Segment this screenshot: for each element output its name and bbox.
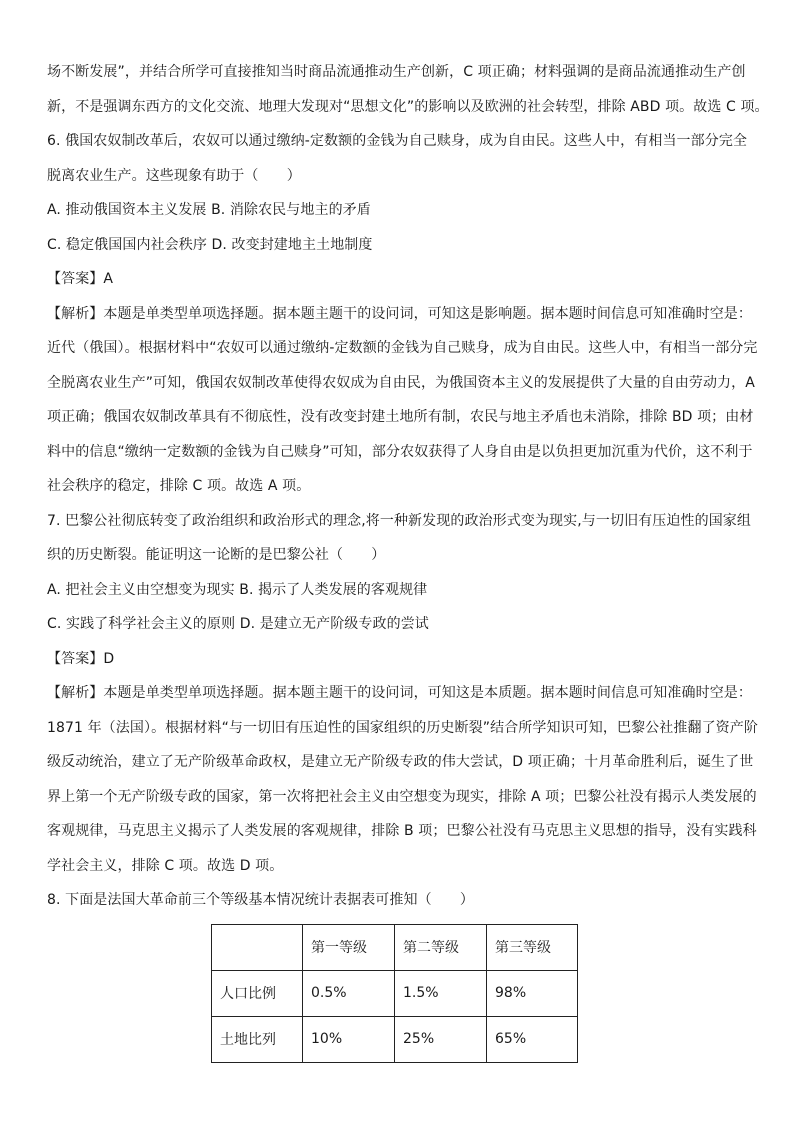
table-cell: 10%: [303, 1016, 395, 1062]
table-cell: 土地比列: [212, 1016, 303, 1062]
estates-statistics-table: [211, 924, 578, 1063]
table-header-cell: 第二等级: [395, 924, 487, 970]
table-cell: 1.5%: [395, 970, 487, 1016]
text-line: 1871 年（法国）。根据材料“与一切旧有压迫性的国家组织的历史断裂”结合所学知识可知，巴黎公社推翻了资产阶: [47, 719, 758, 736]
text-line: 社会秩序的稳定，排除 C 项。故选 A 项。: [47, 478, 311, 494]
text-line: 【解析】本题是单类型单项选择题。据本题主题干的设问词，可知这是本质题。据本题时间信息可知准确时空是：: [47, 685, 752, 701]
table-row: [212, 1016, 578, 1062]
text-line: 项正确；俄国农奴制改革具有不彻底性，没有改变封建土地所有制，农民与地主矛盾也未消除，排除 BD 项；由材: [47, 409, 754, 425]
table-cell: 人口比例: [212, 970, 303, 1016]
text-line: 学社会主义，排除 C 项。故选 D 项。: [47, 857, 284, 874]
text-line: 界上第一个无产阶级专政的国家，第一次将把社会主义由空想变为现实，排除 A 项；巴黎公社没有揭示人类发展的: [47, 788, 757, 805]
text-line: 7. 巴黎公社彻底转变了政治组织和政治形式的理念,将一种新发现的政治形式变为现实,与一切旧有压迫性的国家组: [47, 512, 752, 529]
text-line: 8. 下面是法国大革命前三个等级基本情况统计表据表可推知（ ）: [47, 892, 475, 908]
document-page: [47, 55, 769, 1063]
text-line: 【答案】D: [47, 650, 115, 667]
text-body: [47, 55, 769, 918]
text-line: A. 把社会主义由空想变为现实 B. 揭示了人类发展的客观规律: [47, 581, 428, 598]
table-cell: 0.5%: [303, 970, 395, 1016]
text-line: 场不断发展”，并结合所学可直接推知当时商品流通推动生产创新，C 项正确；材料强调的是商品流通推动生产创: [47, 64, 746, 80]
table-row: [212, 970, 578, 1016]
table-header-cell: 第一等级: [303, 924, 395, 970]
text-line: C. 实践了科学社会主义的原则 D. 是建立无产阶级专政的尝试: [47, 616, 429, 632]
table-cell: 25%: [395, 1016, 487, 1062]
table-cell: 65%: [487, 1016, 578, 1062]
table-header-row: [212, 924, 578, 970]
text-line: 新，不是强调东西方的文化交流、地理大发现对“思想文化”的影响以及欧洲的社会转型，排除 ABD 项。故选 C 项。: [47, 98, 769, 115]
text-line: 6. 俄国农奴制改革后，农奴可以通过缴纳-定数额的金钱为自己赎身，成为自由民。这些人中，有相当一部分完全: [47, 133, 748, 149]
table-header-cell: 第三等级: [487, 924, 578, 970]
text-line: C. 稳定俄国国内社会秩序 D. 改变封建地主土地制度: [47, 236, 373, 253]
table-cell: 98%: [487, 970, 578, 1016]
text-line: 全脱离农业生产”可知，俄国农奴制改革使得农奴成为自由民，为俄国资本主义的发展提供了大量的自由劳动力，A: [47, 374, 755, 391]
text-line: 客观规律，马克思主义揭示了人类发展的客观规律，排除 B 项；巴黎公社没有马克思主义思想的指导，没有实践科: [47, 823, 757, 839]
text-line: A. 推动俄国资本主义发展 B. 消除农民与地主的矛盾: [47, 202, 371, 218]
text-line: 织的历史断裂。能证明这一论断的是巴黎公社（ ）: [47, 547, 386, 563]
text-line: 脱离农业生产。这些现象有助于（ ）: [47, 167, 301, 184]
text-line: 【答案】A: [47, 271, 114, 287]
text-line: 料中的信息“缴纳一定数额的金钱为自己赎身”可知，部分农奴获得了人身自由是以负担更加沉重为代价，这不利于: [47, 443, 753, 460]
text-line: 【解析】本题是单类型单项选择题。据本题主题干的设问词，可知这是影响题。据本题时间信息可知准确时空是：: [47, 305, 752, 322]
table-header-cell: [212, 924, 303, 970]
text-line: 近代（俄国）。根据材料中“农奴可以通过缴纳-定数额的金钱为自己赎身，成为自由民。这些人中，有相当一部分完: [47, 340, 758, 356]
text-line: 级反动统治，建立了无产阶级革命政权，是建立无产阶级专政的伟大尝试，D 项正确；十月革命胜利后，诞生了世: [47, 754, 754, 770]
